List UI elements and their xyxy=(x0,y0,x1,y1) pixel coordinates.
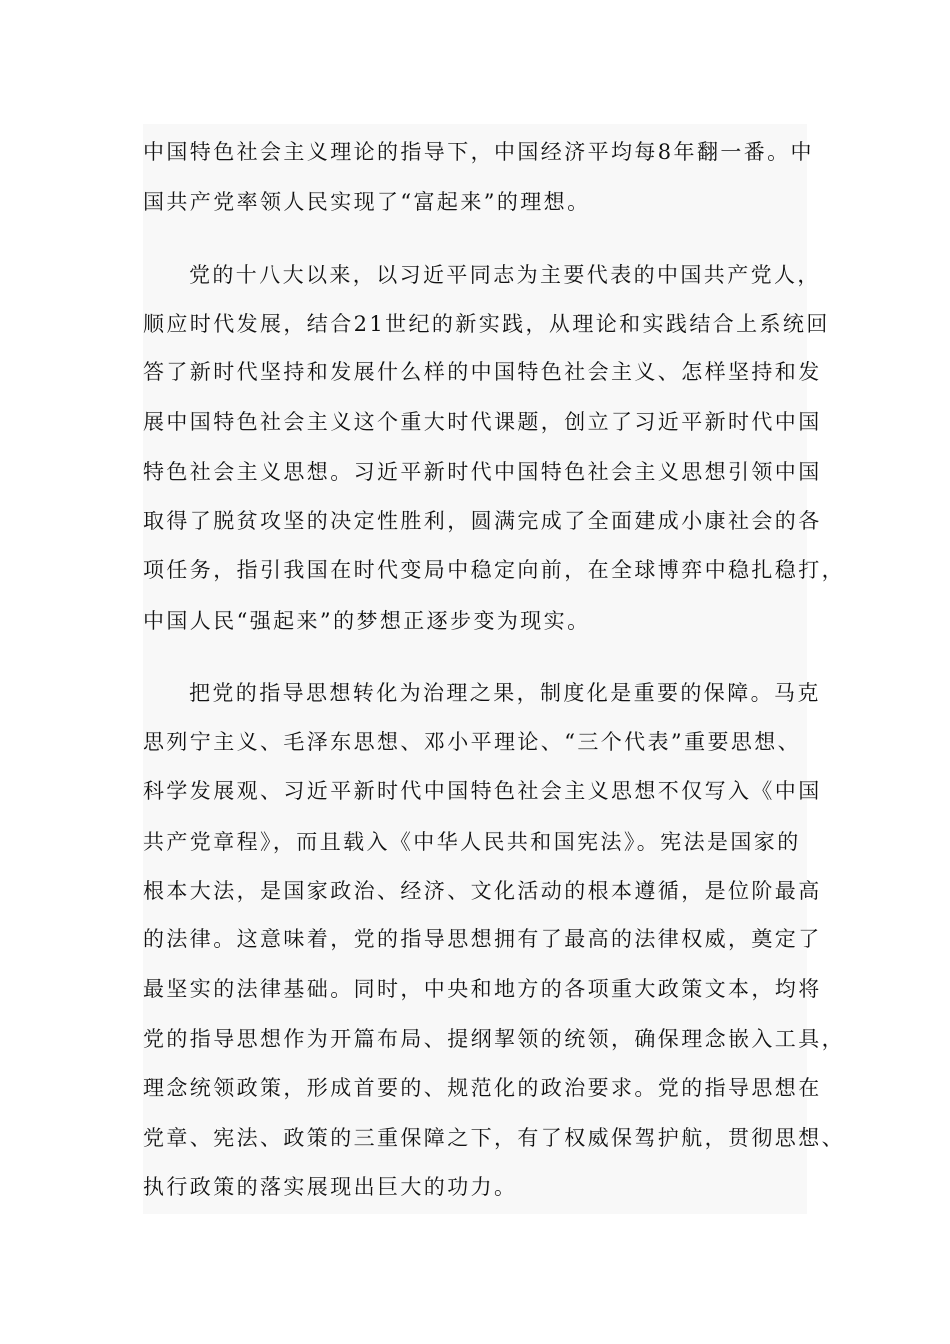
paragraph-2-line-1: 党的十八大以来，以习近平同志为主要代表的中国共产党人， xyxy=(189,263,821,287)
paragraph-3-line-11: 执行政策的落实展现出巨大的功力。 xyxy=(143,1175,518,1199)
paragraph-2-line-3: 答了新时代坚持和发展什么样的中国特色社会主义、怎样坚持和发 xyxy=(143,360,822,384)
paragraph-2-line-7: 项任务，指引我国在时代变局中稳定向前，在全球博弈中稳扎稳打， xyxy=(143,558,845,582)
paragraph-3-line-2: 思列宁主义、毛泽东思想、邓小平理论、“三个代表”重要思想、 xyxy=(143,730,802,754)
paragraph-2-line-5: 特色社会主义思想。习近平新时代中国特色社会主义思想引领中国 xyxy=(143,460,822,484)
paragraph-2-line-8: 中国人民“强起来”的梦想正逐步变为现实。 xyxy=(143,609,591,633)
paragraph-3-line-7: 最坚实的法律基础。同时，中央和地方的各项重大政策文本，均将 xyxy=(143,977,822,1001)
paragraph-3-line-9: 理念统领政策，形成首要的、规范化的政治要求。党的指导思想在 xyxy=(143,1076,822,1100)
paragraph-3-line-8: 党的指导思想作为开篇布局、提纲挈领的统领，确保理念嵌入工具， xyxy=(143,1027,845,1051)
paragraph-2-line-2: 顺应时代发展，结合21世纪的新实践，从理论和实践结合上系统回 xyxy=(143,312,830,336)
paragraph-1-line-2: 国共产党率领人民实现了“富起来”的理想。 xyxy=(143,190,591,214)
paragraph-3-line-5: 根本大法，是国家政治、经济、文化活动的根本遵循，是位阶最高 xyxy=(143,879,822,903)
paragraph-1-line-1: 中国特色社会主义理论的指导下，中国经济平均每8年翻一番。中 xyxy=(143,140,814,164)
paragraph-3-line-3: 科学发展观、习近平新时代中国特色社会主义思想不仅写入《中国 xyxy=(143,779,822,803)
paragraph-3-line-4: 共产党章程》，而且载入《中华人民共和国宪法》。宪法是国家的 xyxy=(143,830,801,854)
paragraph-3-line-10: 党章、宪法、政策的三重保障之下，有了权威保驾护航，贯彻思想、 xyxy=(143,1126,845,1150)
paragraph-3-line-1: 把党的指导思想转化为治理之果，制度化是重要的保障。马克 xyxy=(189,681,821,705)
paragraph-2-line-4: 展中国特色社会主义这个重大时代课题，创立了习近平新时代中国 xyxy=(143,410,822,434)
paragraph-2-line-6: 取得了脱贫攻坚的决定性胜利，圆满完成了全面建成小康社会的各 xyxy=(143,509,822,533)
paragraph-3-line-6: 的法律。这意味着，党的指导思想拥有了最高的法律权威，奠定了 xyxy=(143,927,822,951)
